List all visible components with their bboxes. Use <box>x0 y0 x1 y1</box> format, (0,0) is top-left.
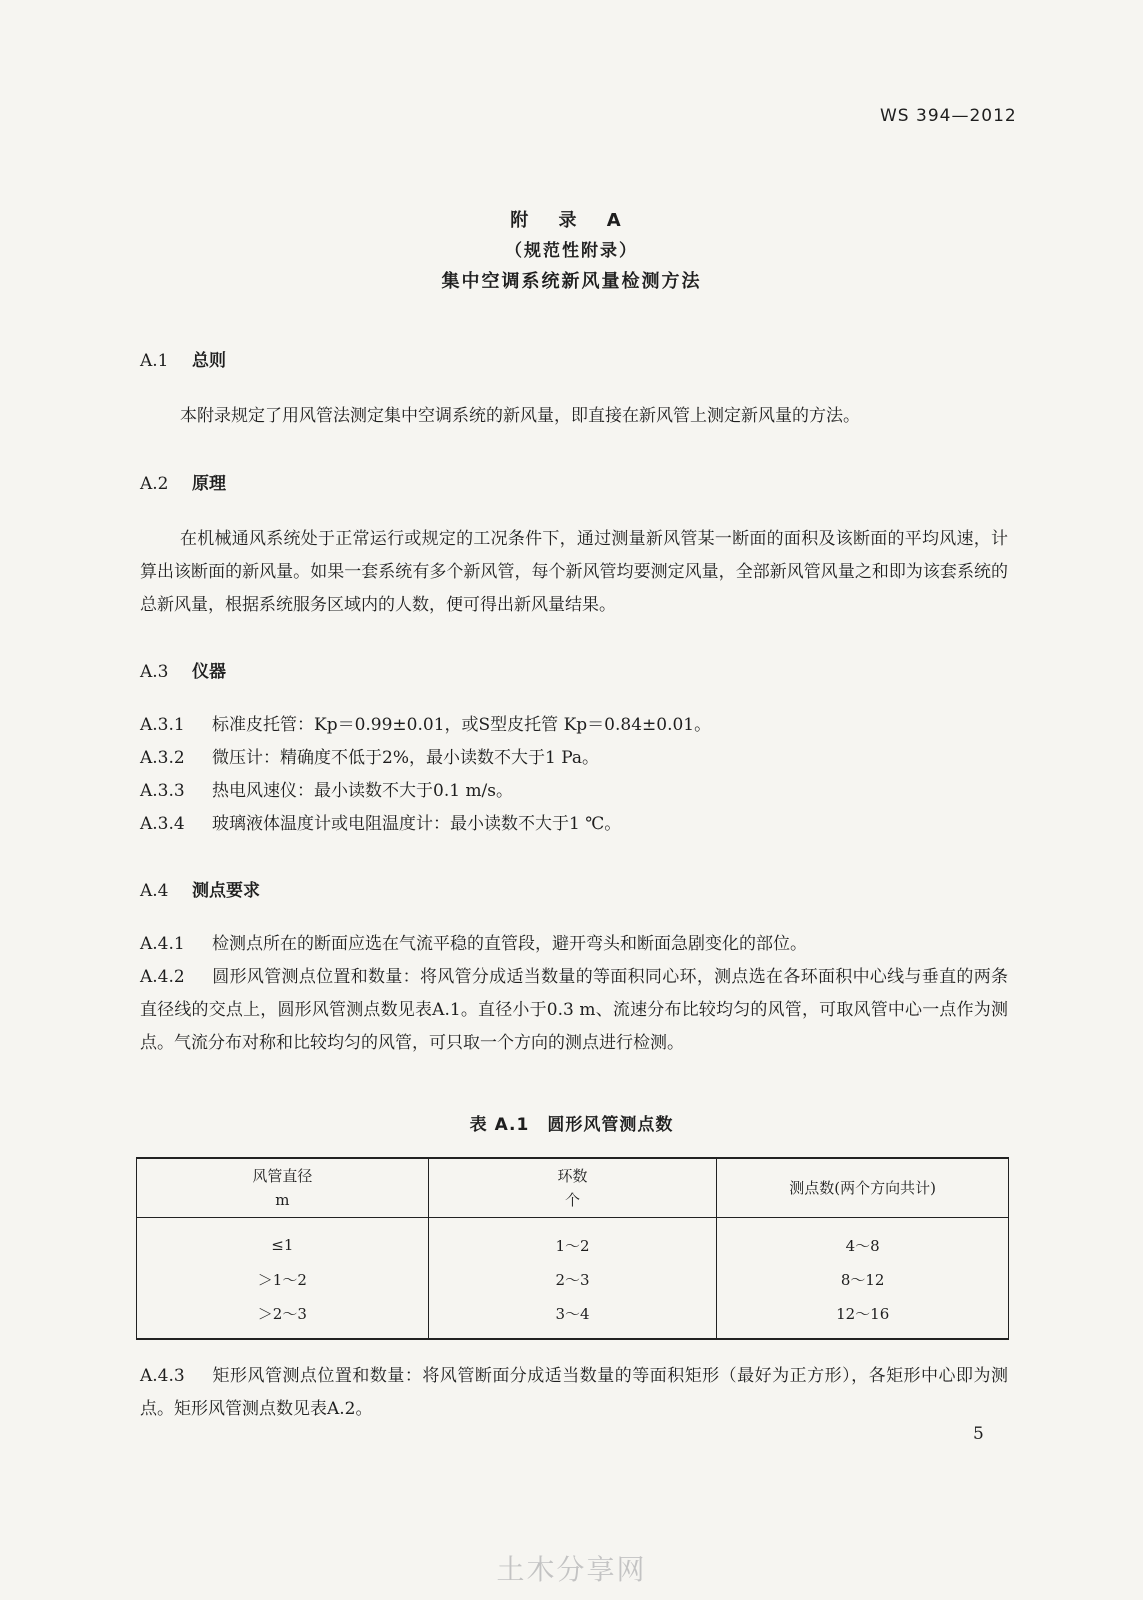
header-label: 风管直径 <box>252 1167 313 1185</box>
header-unit: 个 <box>564 1191 580 1209</box>
section-number: A.2 <box>140 474 169 494</box>
section-heading-a2 <box>140 469 226 494</box>
section-heading-a4 <box>140 876 260 901</box>
header-rings <box>428 1158 717 1218</box>
section-title: 仪器 <box>192 662 226 682</box>
section-a1-body: 本附录规定了用风管法测定集中空调系统的新风量，即直接在新风管上测定新风量的方法。 <box>180 406 860 426</box>
page-number: 5 <box>973 1424 984 1444</box>
section-title: 测点要求 <box>192 881 260 901</box>
clause-text: 标准皮托管：Kp＝0.99±0.01，或S型皮托管 Kp＝0.84±0.01。 <box>212 715 712 735</box>
header-points <box>717 1158 1009 1218</box>
clause-a41 <box>140 928 1008 961</box>
clause-number: A.4.3 <box>140 1366 185 1386</box>
clause-a32 <box>140 742 1008 775</box>
table-row <box>137 1296 1009 1339</box>
cell-points: 8～12 <box>840 1270 885 1289</box>
cell-diameter: ＞1～2 <box>137 1262 429 1296</box>
clause-text: 矩形风管测点位置和数量：将风管断面分成适当数量的等面积矩形（最好为正方形），各矩形中心即为测点。矩形风管测点数见表A.2。 <box>140 1366 1008 1419</box>
clause-text: 玻璃液体温度计或电阻温度计：最小读数不大于1 ℃。 <box>212 814 622 834</box>
clause-text: 热电风速仪：最小读数不大于0.1 m/s。 <box>212 781 514 801</box>
clause-number: A.4.2 <box>140 967 185 987</box>
standard-code: WS 394—2012 <box>880 106 1017 126</box>
watermark: 土木分享网 <box>496 1553 647 1586</box>
table-a1 <box>136 1157 1009 1340</box>
clause-number: A.3.2 <box>140 748 185 768</box>
clause-text: 检测点所在的断面应选在气流平稳的直管段，避开弯头和断面急剧变化的部位。 <box>212 934 807 954</box>
header-diameter <box>137 1158 429 1218</box>
section-heading-a3 <box>140 657 226 682</box>
table-row <box>137 1262 1009 1296</box>
section-title: 总则 <box>192 351 226 371</box>
cell-diameter: ＞2～3 <box>137 1296 429 1339</box>
header-label: 环数 <box>557 1167 588 1185</box>
table-header-row <box>137 1158 1009 1218</box>
section-title: 原理 <box>192 474 226 494</box>
section-heading-a1 <box>140 346 226 371</box>
annex-title: 附 录 A <box>510 210 633 231</box>
cell-points: 12～16 <box>836 1304 890 1323</box>
header-unit: m <box>275 1191 290 1209</box>
cell-rings: 1～2 <box>428 1218 717 1263</box>
clause-a31 <box>140 709 1008 742</box>
table-a1-caption: 表 A.1 圆形风管测点数 <box>469 1115 674 1135</box>
clause-text: 微压计：精确度不低于2%，最小读数不大于1 Pa。 <box>212 748 599 768</box>
cell-diameter: ≤1 <box>137 1218 429 1263</box>
annex-name: 集中空调系统新风量检测方法 <box>441 271 702 292</box>
clause-a33 <box>140 775 1008 808</box>
clause-a42 <box>140 961 1008 1060</box>
clause-number: A.4.1 <box>140 934 185 954</box>
clause-number: A.3.3 <box>140 781 185 801</box>
clause-number: A.3.1 <box>140 715 185 735</box>
clause-a34 <box>140 808 1008 841</box>
section-number: A.1 <box>140 351 169 371</box>
section-number: A.3 <box>140 662 169 682</box>
header-label: 测点数(两个方向共计) <box>789 1179 937 1197</box>
clause-number: A.3.4 <box>140 814 185 834</box>
cell-points: 4～8 <box>845 1236 880 1255</box>
clause-a43 <box>140 1360 1008 1426</box>
cell-rings: 3～4 <box>428 1296 717 1339</box>
annex-type: （规范性附录） <box>505 241 638 261</box>
section-number: A.4 <box>140 881 169 901</box>
table-row <box>137 1218 1009 1263</box>
clause-text: 圆形风管测点位置和数量：将风管分成适当数量的等面积同心环，测点选在各环面积中心线与垂直的两条直径线的交点上，圆形风管测点数见表A.1。直径小于0.3 m、流速分布比较均匀的风管，可取风管中心一点作为测点。气流分布对称和比较均匀的风管，可只取一个方向的测点进行检测。 <box>140 967 1008 1053</box>
section-a2-body: 在机械通风系统处于正常运行或规定的工况条件下，通过测量新风管某一断面的面积及该断面的平均风速，计算出该断面的新风量。如果一套系统有多个新风管，每个新风管均要测定风量，全部新风管风量之和即为该套系统的总新风量，根据系统服务区域内的人数，便可得出新风量结果。 <box>140 529 1008 615</box>
cell-rings: 2～3 <box>428 1262 717 1296</box>
